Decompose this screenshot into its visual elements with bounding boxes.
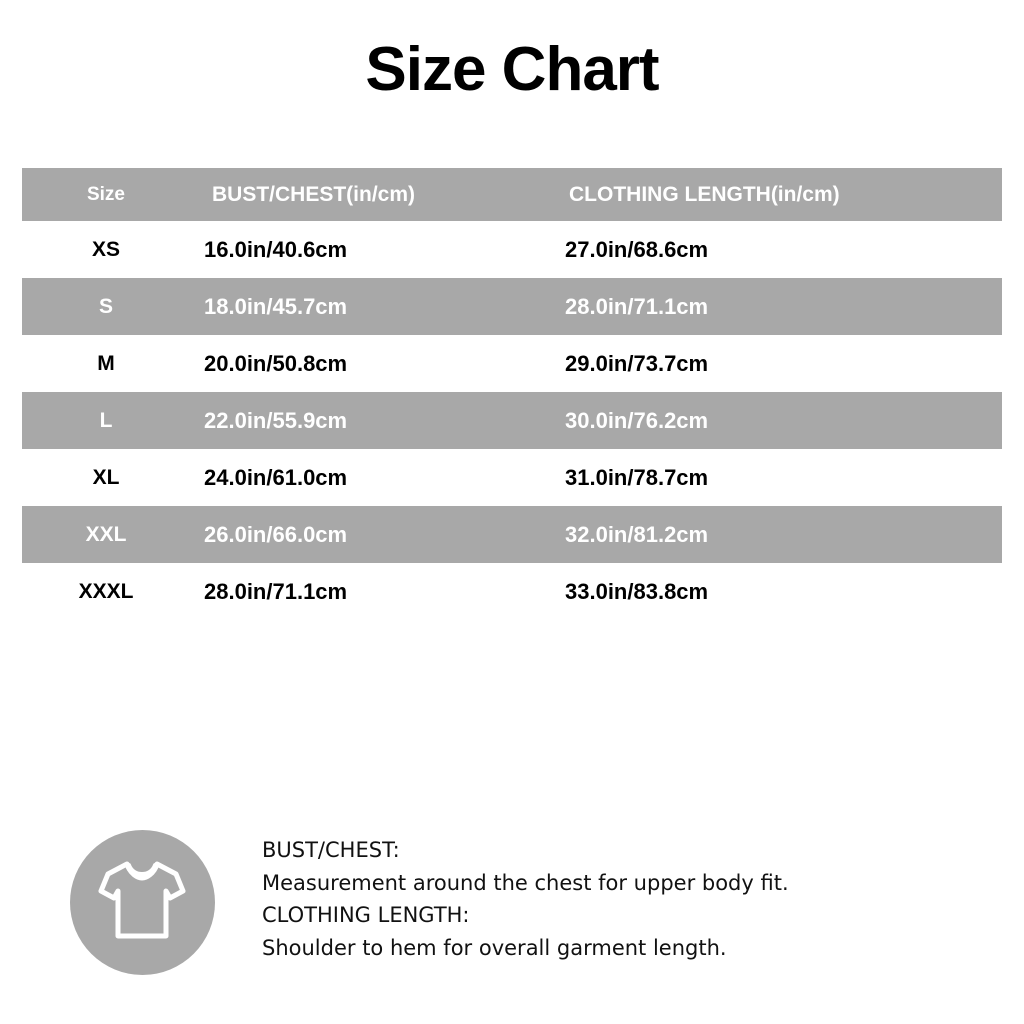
tshirt-icon: [96, 858, 188, 947]
note-line-length-label: CLOTHING LENGTH:: [262, 903, 470, 928]
column-header-length: CLOTHING LENGTH(in/cm): [569, 182, 840, 206]
cell-bust: 22.0in/55.9cm: [204, 407, 348, 433]
note-line-bust-label: BUST/CHEST:: [262, 838, 400, 862]
cell-length: 27.0in/68.6cm: [565, 236, 709, 262]
column-header-bust: BUST/CHEST(in/cm): [212, 182, 416, 206]
cell-size: S: [98, 294, 113, 318]
table-row: [22, 563, 1002, 620]
cell-length: 28.0in/71.1cm: [565, 293, 709, 319]
table-row: [22, 449, 1002, 506]
cell-size: XS: [91, 237, 120, 261]
cell-bust: 28.0in/71.1cm: [204, 578, 348, 604]
cell-size: XXL: [85, 522, 127, 546]
cell-length: 30.0in/76.2cm: [565, 407, 709, 433]
cell-bust: 20.0in/50.8cm: [204, 350, 348, 376]
cell-size: XL: [92, 465, 120, 489]
cell-bust: 24.0in/61.0cm: [204, 464, 348, 490]
table-row: [22, 506, 1002, 563]
cell-bust: 18.0in/45.7cm: [204, 293, 348, 319]
cell-size: XXXL: [78, 579, 134, 603]
footer-notes-section: [22, 820, 1002, 975]
table-header-row: [22, 168, 1002, 221]
column-header-size: Size: [86, 183, 126, 205]
size-chart-table: [22, 168, 1002, 620]
cell-length: 29.0in/73.7cm: [565, 350, 709, 376]
tshirt-icon-wrapper: [22, 820, 262, 975]
page-title: Size Chart: [365, 35, 659, 104]
table-row: [22, 392, 1002, 449]
cell-bust: 26.0in/66.0cm: [204, 521, 348, 547]
cell-length: 32.0in/81.2cm: [565, 521, 709, 547]
cell-bust: 16.0in/40.6cm: [204, 236, 348, 262]
cell-length: 31.0in/78.7cm: [565, 464, 709, 490]
table-row: [22, 335, 1002, 392]
measurement-notes: [262, 820, 789, 964]
note-line-length-desc: Shoulder to hem for overall garment length.: [262, 935, 727, 960]
cell-size: M: [97, 351, 115, 375]
cell-length: 33.0in/83.8cm: [565, 578, 709, 604]
table-row: [22, 221, 1002, 278]
cell-size: L: [99, 408, 113, 432]
icon-circle-background: [70, 830, 215, 975]
table-row: [22, 278, 1002, 335]
note-line-bust-desc: Measurement around the chest for upper body fit.: [262, 870, 789, 895]
